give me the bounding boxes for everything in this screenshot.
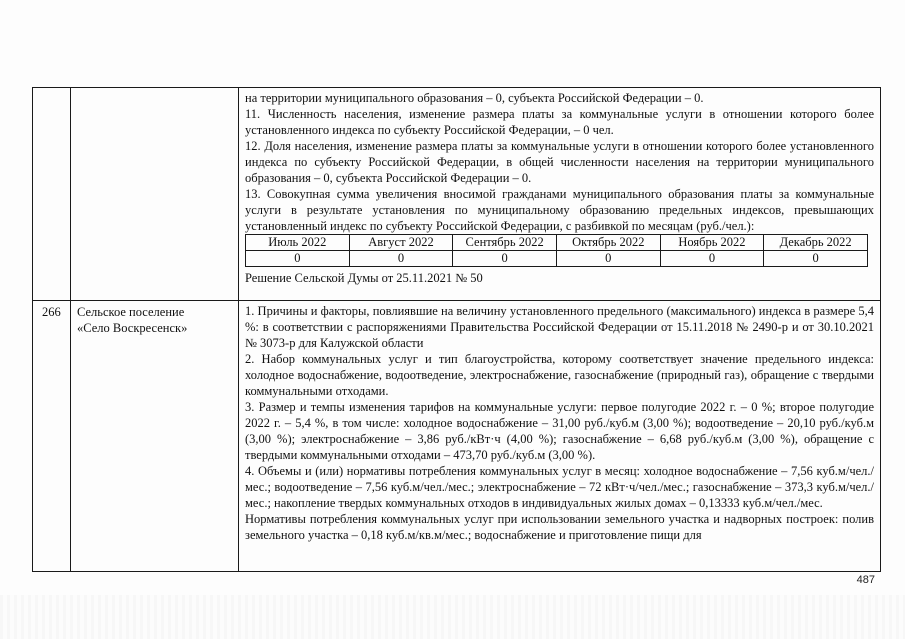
month-value: 0: [349, 251, 453, 267]
paragraph: 11. Численность населения, изменение размера платы за коммунальные услуги в отношении которого более установленного индекса по субъекту Российской Федерации, – 0 чел.: [245, 107, 874, 137]
description-cell: [239, 88, 881, 301]
row-number-cell: [33, 88, 71, 301]
paragraph: 4. Объемы и (или) нормативы потребления коммунальных услуг в месяц: холодное водоснабжение – 7,56 куб.м/чел./мес.; водоотведение – 7,56 куб.м/чел./мес.; электроснабжение – 72 кВт·ч/чел./мес.; газоснабжение – 373,3 куб.м/чел./мес.; накопление твердых коммунальных отходов в индивидуальных жилых домах – 0,13333 куб.м/чел./мес.: [245, 464, 874, 510]
month-value: 0: [660, 251, 764, 267]
month-value: 0: [764, 251, 868, 267]
scan-noise: [0, 595, 905, 639]
settlement-cell: [71, 301, 239, 572]
settlement-name-line: Сельское поселение: [77, 305, 185, 319]
table-row: [33, 301, 881, 572]
paragraph: на территории муниципального образования – 0, субъекта Российской Федерации – 0.: [245, 91, 704, 105]
paragraph: 12. Доля населения, изменение размера платы за коммунальные услуги в отношении которого более установленного индекса по субъекту Российской Федерации, в общей численности населения на территории муниципального образования – 0, субъекта Российской Федерации – 0.: [245, 139, 874, 185]
month-value: 0: [453, 251, 557, 267]
paragraph: 13. Совокупная сумма увеличения вносимой гражданами муниципального образования платы за коммунальные услуги в результате установления по муниципальному образованию предельных индексов, превышающих установленный индекс по субъекту Российской Федерации, с разбивкой по месяцам (руб./чел.):: [245, 187, 874, 233]
paragraph: 3. Размер и темпы изменения тарифов на коммунальные услуги: первое полугодие 2022 г. – 0 %; второе полугодие 2022 г. – 5,4 %, в том числе: холодное водоснабжение – 31,00 руб./куб.м (3,00 %); водоотведение – 20,10 руб./куб.м (3,00 %); электроснабжение – 3,86 руб./кВт·ч (4,00 %); газоснабжение – 6,68 руб./куб.м (3,00 %), обращение с твердыми коммунальными отходами – 473,70 руб./куб.м (3,00 %).: [245, 400, 874, 462]
table-row: [33, 88, 881, 301]
page-number: 487: [856, 574, 875, 586]
month-header: Сентябрь 2022: [453, 235, 557, 251]
paragraph: 2. Набор коммунальных услуг и тип благоустройства, которому соответствует значение предельного индекса: холодное водоснабжение, водоотведение, электроснабжение, газоснабжение (природный газ), обращение с твердыми коммунальными отходами.: [245, 352, 874, 398]
settlement-name-line: «Село Воскресенск»: [77, 321, 188, 335]
monthly-sum-table: [245, 234, 868, 267]
paragraph: Нормативы потребления коммунальных услуг при использовании земельного участка и надворных построек: полив земельного участка – 0,18 куб.м/кв.м/мес.; водоснабжение и приготовление пищи для: [245, 512, 874, 542]
month-header: Июль 2022: [246, 235, 350, 251]
month-header: Ноябрь 2022: [660, 235, 764, 251]
settlement-cell: [71, 88, 239, 301]
data-table: [32, 87, 881, 572]
row-number-cell: 266: [33, 301, 71, 572]
month-value: 0: [246, 251, 350, 267]
paragraph: 1. Причины и факторы, повлиявшие на величину установленного предельного (максимального) индекса в размере 5,4 %: в соответствии с распоряжениями Правительства Российской Федерации от 15.11.2018 № 2490-р и от 30.10.2021 № 3073-р для Калужской области: [245, 304, 874, 350]
decision-reference: Решение Сельской Думы от 25.11.2021 № 50: [245, 271, 483, 285]
month-value: 0: [556, 251, 660, 267]
month-value-row: [246, 251, 868, 267]
description-cell: [239, 301, 881, 572]
month-header: Август 2022: [349, 235, 453, 251]
month-header: Октябрь 2022: [556, 235, 660, 251]
month-header: Декабрь 2022: [764, 235, 868, 251]
month-header-row: [246, 235, 868, 251]
